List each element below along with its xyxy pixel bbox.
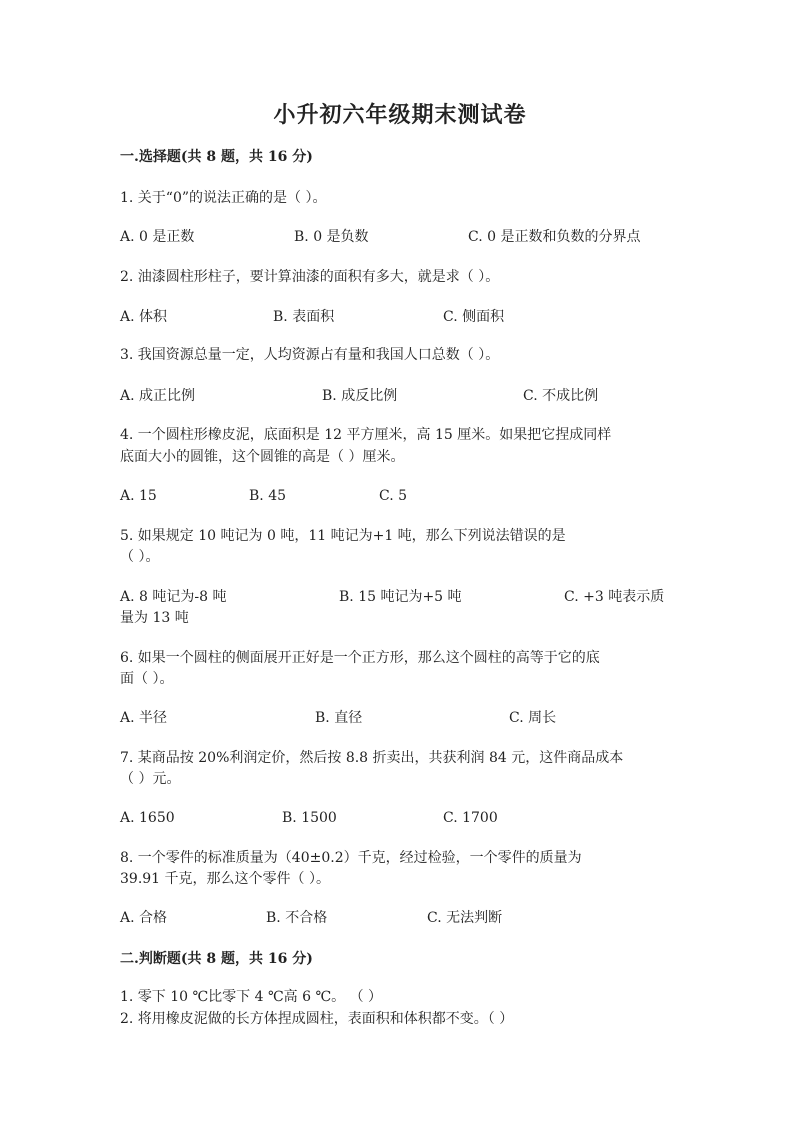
q4-option-c: C. 5: [379, 488, 408, 504]
q3-option-b: B. 成反比例: [322, 388, 398, 404]
q7-option-b: B. 1500: [282, 810, 337, 826]
q3-option-a: A. 成正比例: [120, 388, 196, 404]
question-7-line-1: 7. 某商品按 20%利润定价，然后按 8.8 折卖出，共获利润 84 元，这件商品成本: [120, 750, 624, 766]
q8-option-c: C. 无法判断: [427, 910, 503, 926]
q4-option-b: B. 45: [249, 488, 287, 504]
question-6-line-2: 面（ ）。: [120, 671, 174, 687]
q8-option-a: A. 合格: [120, 910, 168, 926]
question-8-line-2: 39.91 千克，那么这个零件（ ）。: [120, 871, 330, 887]
q5-option-b: B. 15 吨记为+5 吨: [339, 589, 462, 605]
q6-option-c: C. 周长: [509, 710, 557, 726]
q4-option-a: A. 15: [120, 488, 157, 504]
q2-option-c: C. 侧面积: [443, 309, 505, 325]
q2-option-b: B. 表面积: [273, 309, 335, 325]
page-title: 小升初六年级期末测试卷: [273, 102, 527, 128]
question-6-line-1: 6. 如果一个圆柱的侧面展开正好是一个正方形，那么这个圆柱的高等于它的底: [120, 650, 600, 666]
question-5-line-2: （ ）。: [120, 549, 160, 565]
q1-option-a: A. 0 是正数: [120, 229, 195, 245]
tf-item-2: 2. 将用橡皮泥做的长方体捏成圆柱，表面积和体积都不变。（ ）: [120, 1011, 514, 1027]
question-3: 3. 我国资源总量一定，人均资源占有量和我国人口总数（ ）。: [120, 347, 500, 363]
question-7-line-2: （ ）元。: [120, 771, 181, 787]
question-2: 2. 油漆圆柱形柱子，要计算油漆的面积有多大，就是求（ ）。: [120, 269, 500, 285]
question-4-line-1: 4. 一个圆柱形橡皮泥，底面积是 12 平方厘米，高 15 厘米。如果把它捏成同样: [120, 427, 612, 443]
question-4-line-2: 底面大小的圆锥，这个圆锥的高是（ ）厘米。: [120, 449, 405, 465]
section-heading-multiple-choice: 一.选择题(共 8 题，共 16 分): [120, 149, 313, 165]
q7-option-c: C. 1700: [443, 810, 498, 826]
question-1: 1. 关于“0”的说法正确的是（ ）。: [120, 190, 327, 206]
tf-item-1: 1. 零下 10 ℃比零下 4 ℃高 6 ℃。 （ ）: [120, 989, 383, 1005]
section-heading-true-false: 二.判断题(共 8 题，共 16 分): [120, 951, 313, 967]
q5-option-a: A. 8 吨记为-8 吨: [120, 589, 227, 605]
q3-option-c: C. 不成比例: [523, 388, 599, 404]
q1-option-c: C. 0 是正数和负数的分界点: [468, 229, 641, 245]
q7-option-a: A. 1650: [120, 810, 175, 826]
q6-option-b: B. 直径: [315, 710, 363, 726]
q5-option-c-continued: 量为 13 吨: [120, 610, 189, 626]
question-8-line-1: 8. 一个零件的标准质量为（40±0.2）千克，经过检验，一个零件的质量为: [120, 850, 582, 866]
question-5-line-1: 5. 如果规定 10 吨记为 0 吨，11 吨记为+1 吨，那么下列说法错误的是: [120, 528, 566, 544]
q5-option-c: C. +3 吨表示质: [564, 589, 665, 605]
q8-option-b: B. 不合格: [266, 910, 328, 926]
q2-option-a: A. 体积: [120, 309, 168, 325]
q6-option-a: A. 半径: [120, 710, 168, 726]
q1-option-b: B. 0 是负数: [294, 229, 369, 245]
